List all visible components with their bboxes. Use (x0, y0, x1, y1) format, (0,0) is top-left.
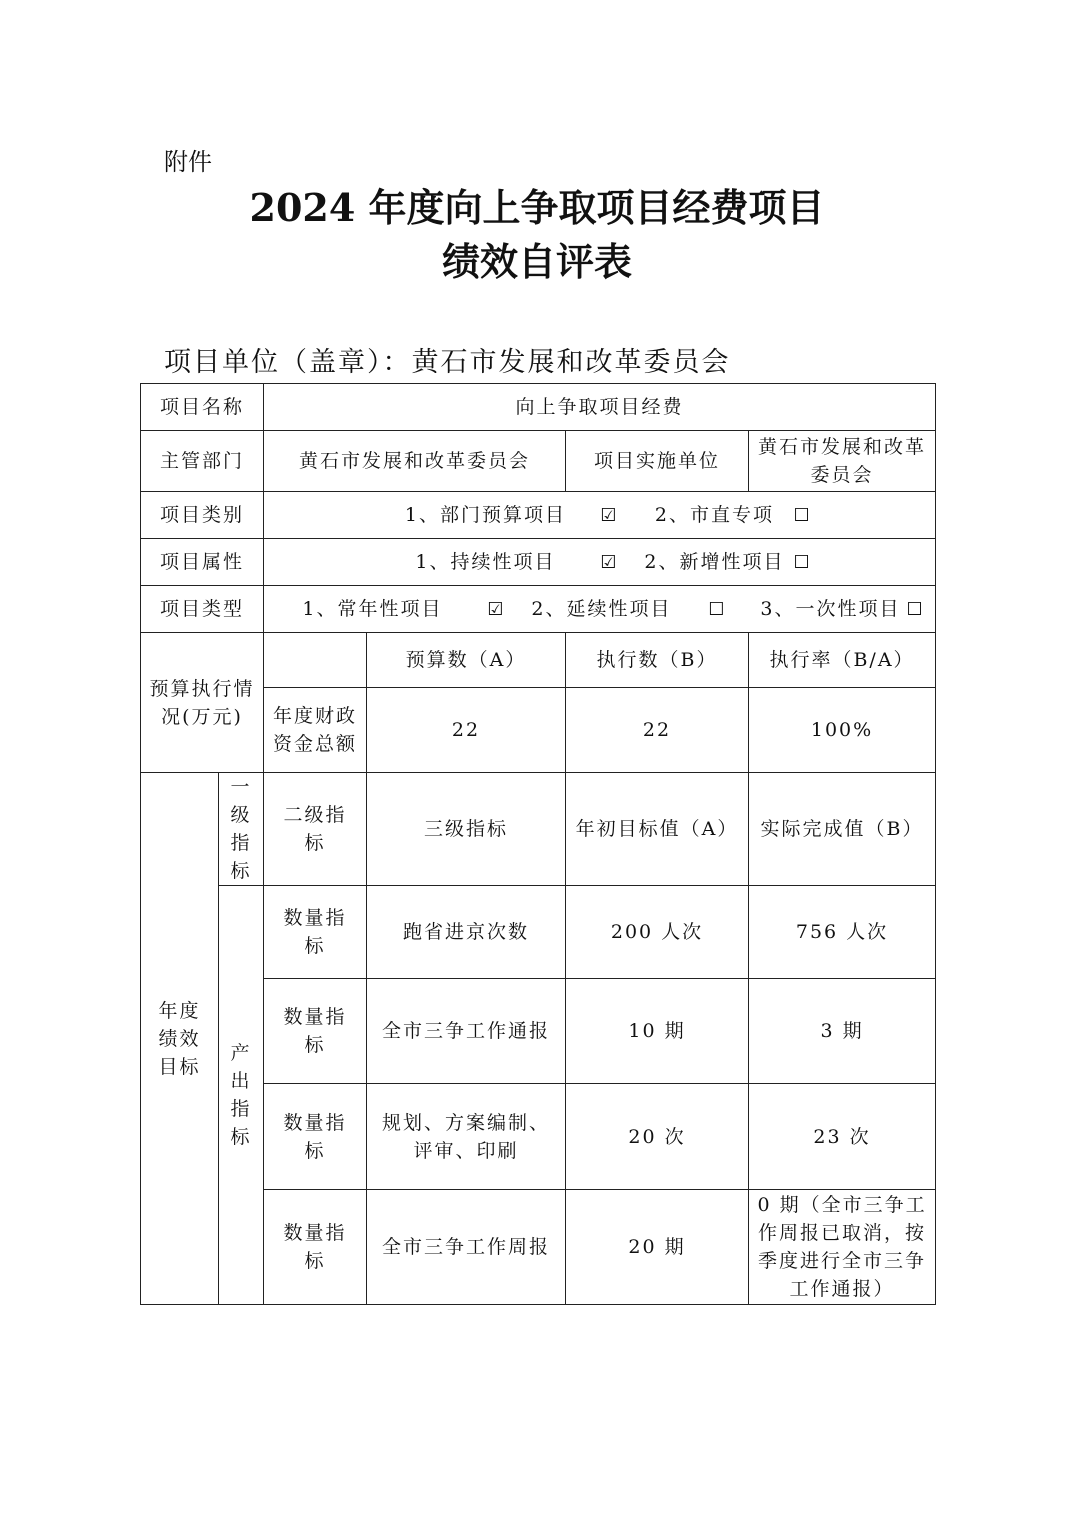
type-label: 项目类型 (141, 586, 264, 633)
category-options (264, 492, 936, 539)
type-option1-checkbox[interactable]: ☑ (487, 598, 506, 620)
level1-header: 一级指标 (219, 773, 264, 886)
target-cell: 20 期 (566, 1190, 749, 1305)
type-option2-checkbox[interactable]: ☐ (708, 598, 727, 620)
actual-header: 实际完成值（B） (749, 773, 936, 886)
type-option2: 2、延续性项目 (531, 597, 672, 620)
budget-header-empty (264, 633, 367, 688)
table-row (141, 886, 936, 979)
type-options (264, 586, 936, 633)
category-option2-checkbox[interactable]: ☐ (793, 504, 812, 526)
row-budget-header (141, 633, 936, 688)
budget-col-a: 预算数（A） (367, 633, 566, 688)
budget-b-value: 22 (566, 688, 749, 773)
budget-rate-value: 100% (749, 688, 936, 773)
row-type (141, 586, 936, 633)
impl-value: 黄石市发展和改革委员会 (749, 431, 936, 492)
project-unit-line: 项目单位（盖章）：黄石市发展和改革委员会 (164, 347, 731, 378)
row-dept (141, 431, 936, 492)
budget-a-value: 22 (367, 688, 566, 773)
level3-cell: 全市三争工作通报 (367, 979, 566, 1084)
level2-cell: 数量指标 (264, 1084, 367, 1190)
actual-cell: 756 人次 (749, 886, 936, 979)
category-label: 项目类别 (141, 492, 264, 539)
row-category (141, 492, 936, 539)
type-option3: 3、一次性项目 (760, 597, 901, 620)
target-cell: 10 期 (566, 979, 749, 1084)
level3-cell: 跑省进京次数 (367, 886, 566, 979)
level3-header: 三级指标 (367, 773, 566, 886)
category-option1-checkbox[interactable]: ☑ (600, 504, 619, 526)
budget-label: 预算执行情况(万元) (141, 633, 264, 773)
row-goals-header (141, 773, 936, 886)
level2-cell: 数量指标 (264, 1190, 367, 1305)
document-title-line2: 绩效自评表 (441, 239, 632, 284)
impl-label: 项目实施单位 (566, 431, 749, 492)
level2-header: 二级指标 (264, 773, 367, 886)
type-option1: 1、常年性项目 (302, 597, 443, 620)
actual-cell: 0 期（全市三争工作周报已取消，按季度进行全市三争工作通报） (749, 1190, 936, 1305)
project-name-label: 项目名称 (141, 384, 264, 431)
goals-label: 年度绩效目标 (141, 773, 219, 1305)
attr-label: 项目属性 (141, 539, 264, 586)
target-cell: 20 次 (566, 1084, 749, 1190)
budget-col-b: 执行数（B） (566, 633, 749, 688)
project-name-value: 向上争取项目经费 (264, 384, 936, 431)
target-header: 年初目标值（A） (566, 773, 749, 886)
dept-value: 黄石市发展和改革委员会 (264, 431, 566, 492)
target-cell: 200 人次 (566, 886, 749, 979)
attr-option2-checkbox[interactable]: ☐ (793, 551, 812, 573)
attachment-label: 附件 (164, 148, 212, 176)
attr-options (264, 539, 936, 586)
attr-option1-checkbox[interactable]: ☑ (600, 551, 619, 573)
actual-cell: 3 期 (749, 979, 936, 1084)
level2-cell: 数量指标 (264, 886, 367, 979)
level1-value: 产出指标 (219, 886, 264, 1305)
category-option2: 2、市直专项 (654, 503, 774, 526)
document-title-line1: 2024 年度向上争取项目经费项目 (249, 185, 825, 230)
budget-col-rate: 执行率（B/A） (749, 633, 936, 688)
budget-row-label: 年度财政资金总额 (264, 688, 367, 773)
level3-cell: 规划、方案编制、评审、印刷 (367, 1084, 566, 1190)
performance-form-table (140, 383, 936, 1305)
dept-label: 主管部门 (141, 431, 264, 492)
type-option3-checkbox[interactable]: ☐ (906, 598, 925, 620)
level2-cell: 数量指标 (264, 979, 367, 1084)
actual-cell: 23 次 (749, 1084, 936, 1190)
row-attribute (141, 539, 936, 586)
level3-cell: 全市三争工作周报 (367, 1190, 566, 1305)
category-option1: 1、部门预算项目 (404, 503, 566, 526)
attr-option1: 1、持续性项目 (415, 550, 556, 573)
attr-option2: 2、新增性项目 (644, 550, 785, 573)
row-project-name (141, 384, 936, 431)
